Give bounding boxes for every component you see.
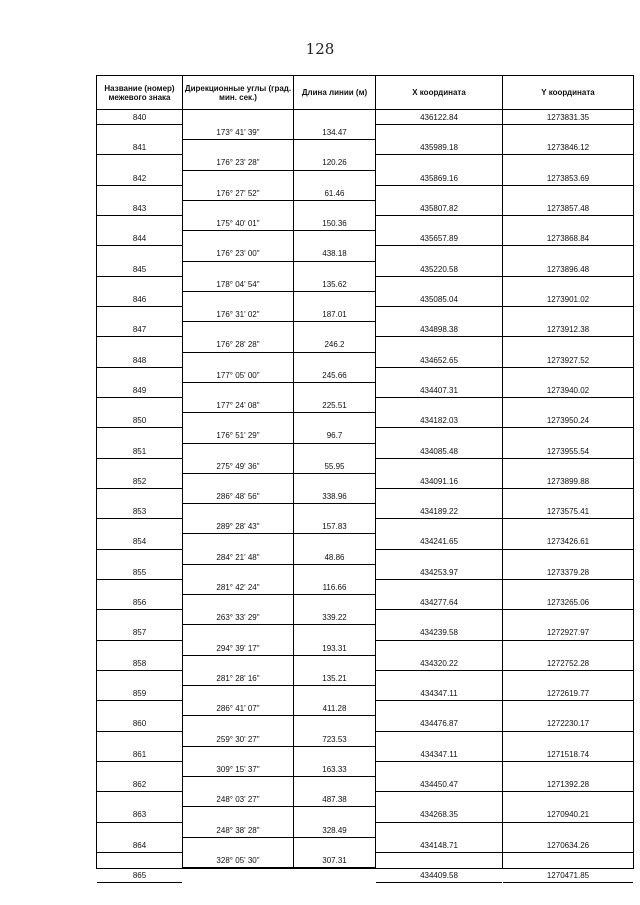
point-name [97,777,182,792]
segment-length [294,459,375,474]
point-y-text: 1273955.54 [546,446,590,456]
column-x [376,110,503,880]
segment-length [294,125,375,140]
segment-length-text: 120.26 [322,158,347,168]
point-y [503,262,633,277]
header-y: Y координата [541,88,595,97]
segment-angle [183,732,293,747]
point-x [376,110,502,125]
segment-angle [183,428,293,443]
segment-length [294,277,375,292]
point-x [376,868,502,883]
point-y [503,807,633,822]
segment-angle [183,792,293,807]
segment-angle-text: 309° 15' 37" [216,764,260,774]
page-number: 128 [305,40,335,58]
segment-angle [183,307,293,322]
segment-angle [183,762,293,777]
point-x-text: 434476.87 [420,719,458,729]
point-x-text: 435989.18 [420,143,458,153]
segment-angle-text: 176° 28' 28" [216,340,260,350]
point-name-text: 852 [132,476,147,486]
point-y [503,716,633,731]
header-length: Длина линии (м) [294,76,376,109]
point-name-text: 847 [132,325,147,335]
point-name [97,868,182,883]
segment-length [294,246,375,261]
point-name [97,656,182,671]
point-y-text: 1270471.85 [546,871,590,880]
point-y-text: 1271392.28 [546,780,590,790]
segment-length [294,428,375,443]
point-name [97,595,182,610]
segment-length-text: 135.62 [322,279,347,289]
segment-length [294,216,375,231]
point-name-text: 844 [132,234,147,244]
point-y [503,777,633,792]
point-y-text: 1270634.26 [546,840,590,850]
segment-length-text: 339.22 [322,613,347,623]
point-name [97,534,182,549]
segment-angle [183,671,293,686]
point-y-text: 1273426.61 [546,537,590,547]
point-y-text: 1273901.02 [546,294,590,304]
point-y-text: 1273379.28 [546,567,590,577]
segment-length-text: 157.83 [322,522,347,532]
segment-length [294,580,375,595]
point-y-text: 1272619.77 [546,689,590,699]
point-x [376,716,502,731]
boundary-coordinates-table [96,75,634,880]
point-y [503,231,633,246]
segment-angle [183,216,293,231]
point-x-text: 434347.11 [420,689,458,699]
segment-angle-text: 176° 23' 00" [216,249,260,259]
point-x [376,807,502,822]
segment-angle-text: 328° 05' 30" [216,855,260,865]
segment-length-text: 135.21 [322,673,347,683]
segment-length [294,519,375,534]
point-name [97,353,182,368]
point-name-text: 858 [132,658,147,668]
point-name-text: 842 [132,173,147,183]
point-x [376,140,502,155]
point-name-text: 865 [132,871,147,880]
segment-angle [183,246,293,261]
segment-angle [183,277,293,292]
point-x [376,838,502,853]
point-y-text: 1273575.41 [546,507,590,517]
point-name-text: 856 [132,598,147,608]
segment-angle-text: 176° 51' 29" [216,431,260,441]
segment-length-text: 134.47 [322,128,347,138]
point-y [503,201,633,216]
point-y [503,140,633,155]
segment-angle-text: 284° 21' 48" [216,552,260,562]
point-x-text: 434268.35 [420,810,458,820]
segment-length [294,155,375,170]
point-name [97,747,182,762]
point-name [97,231,182,246]
point-name-text: 857 [132,628,147,638]
point-x [376,625,502,640]
point-name-text: 861 [132,749,147,759]
segment-angle-text: 176° 31' 02" [216,310,260,320]
segment-angle-text: 176° 27' 52" [216,188,260,198]
point-name-text: 841 [132,143,147,153]
segment-angle-text: 177° 24' 08" [216,401,260,411]
point-y-text: 1271518.74 [546,749,590,759]
segment-length [294,337,375,352]
point-y-text: 1273899.88 [546,476,590,486]
segment-length [294,368,375,383]
segment-length [294,853,375,868]
segment-angle [183,550,293,565]
segment-angle [183,186,293,201]
point-y [503,656,633,671]
segment-angle-text: 259° 30' 27" [216,734,260,744]
table-body [97,110,633,880]
point-y [503,292,633,307]
column-angle [183,110,294,868]
segment-length [294,610,375,625]
point-x [376,595,502,610]
segment-angle-text: 281° 42' 24" [216,582,260,592]
segment-length-text: 338.96 [322,492,347,501]
segment-angle-text: 294° 39' 17" [216,643,260,653]
point-x-text: 434241.65 [420,537,458,547]
segment-angle [183,701,293,716]
segment-angle [183,125,293,140]
segment-angle [183,337,293,352]
point-x-text: 434239.58 [420,628,458,638]
point-y-text: 1273927.52 [546,355,590,365]
point-y [503,383,633,398]
point-name-text: 854 [132,537,147,547]
segment-length [294,641,375,656]
header-name: Название (номер) межевого знака [97,76,183,109]
point-x-text: 436122.84 [420,113,458,122]
point-y-text: 1273831.35 [546,113,590,122]
point-x-text: 435807.82 [420,203,458,213]
point-x [376,686,502,701]
segment-length [294,762,375,777]
point-y [503,444,633,459]
point-x-text: 434407.31 [420,385,458,395]
segment-angle [183,853,293,868]
segment-angle-text: 248° 38' 28" [216,825,260,835]
point-x-text: 434091.16 [420,476,458,486]
point-y-text: 1272230.17 [546,719,590,729]
segment-length [294,823,375,838]
point-name [97,262,182,277]
point-y [503,353,633,368]
point-y [503,413,633,428]
point-x [376,413,502,428]
point-x [376,292,502,307]
point-y [503,534,633,549]
point-name [97,322,182,337]
point-x [376,656,502,671]
column-name [97,110,183,880]
point-name [97,292,182,307]
point-name [97,625,182,640]
point-name-text: 860 [132,719,147,729]
point-x [376,383,502,398]
point-name-text: 850 [132,416,147,426]
point-x-text: 434085.48 [420,446,458,456]
point-y-text: 1273950.24 [546,416,590,426]
segment-angle [183,155,293,170]
point-x [376,444,502,459]
point-x-text: 434253.97 [420,567,458,577]
point-name-text: 863 [132,810,147,820]
point-y-text: 1273857.48 [546,203,590,213]
point-name [97,444,182,459]
header-x: X координата [376,76,503,109]
point-name [97,383,182,398]
segment-angle [183,368,293,383]
point-x-text: 435220.58 [420,264,458,274]
point-y-text: 1273265.06 [546,598,590,608]
point-y-text: 1270940.21 [546,810,590,820]
point-y [503,474,633,489]
segment-length [294,550,375,565]
segment-angle [183,398,293,413]
segment-angle [183,580,293,595]
point-name [97,686,182,701]
table-header [97,76,633,110]
point-x-text: 434148.71 [420,840,458,850]
point-name [97,838,182,853]
point-y-text: 1273912.38 [546,325,590,335]
segment-length [294,671,375,686]
segment-length [294,489,375,504]
point-name [97,201,182,216]
segment-length [294,701,375,716]
segment-angle [183,519,293,534]
segment-angle-text: 281° 28' 16" [216,673,260,683]
point-x-text: 434182.03 [420,416,458,426]
segment-length [294,186,375,201]
point-x-text: 435869.16 [420,173,458,183]
segment-length [294,732,375,747]
point-y [503,110,633,125]
point-name-text: 859 [132,689,147,699]
segment-length-text: 411.28 [322,704,347,714]
point-x [376,231,502,246]
point-y [503,504,633,519]
point-name-text: 846 [132,294,147,304]
point-x-text: 434450.47 [420,780,458,790]
segment-angle [183,489,293,504]
point-y [503,171,633,186]
segment-angle-text: 178° 04' 54" [216,279,260,289]
point-name [97,504,182,519]
point-x [376,474,502,489]
point-name-text: 843 [132,203,147,213]
segment-length-text: 96.7 [326,431,343,441]
segment-angle-text: 289° 28' 43" [216,522,260,532]
segment-length-text: 48.86 [324,552,345,562]
point-x [376,534,502,549]
point-y-text: 1273868.84 [546,234,590,244]
segment-length-text: 163.33 [322,764,347,774]
segment-length-text: 187.01 [322,310,347,320]
segment-length-text: 723.53 [322,734,347,744]
point-name-text: 845 [132,264,147,274]
segment-length-text: 61.46 [324,188,345,198]
point-name [97,413,182,428]
column-length [294,110,376,868]
point-x-text: 434409.58 [420,871,458,880]
point-y-text: 1273940.02 [546,385,590,395]
point-y-text: 1272752.28 [546,658,590,668]
column-y [503,110,633,880]
segment-angle [183,459,293,474]
point-x-text: 434189.22 [420,507,458,517]
point-name-text: 840 [132,113,147,122]
point-x-text: 435085.04 [420,294,458,304]
segment-angle-text: 275° 49' 36" [216,461,260,471]
segment-angle-text: 248° 03' 27" [216,795,260,805]
point-x [376,201,502,216]
segment-length-text: 487.38 [322,795,347,805]
segment-length-text: 193.31 [322,643,347,653]
segment-length-text: 307.31 [322,855,347,865]
point-x [376,262,502,277]
segment-length-text: 116.66 [322,582,347,592]
segment-length [294,398,375,413]
point-name-text: 855 [132,567,147,577]
segment-length [294,307,375,322]
point-name [97,474,182,489]
point-x-text: 434347.11 [420,749,458,759]
point-y [503,747,633,762]
segment-length-text: 438.18 [322,249,347,259]
point-x [376,171,502,186]
segment-length-text: 246.2 [324,340,345,350]
point-y [503,686,633,701]
segment-length-text: 150.36 [322,219,347,229]
segment-length-text: 328.49 [322,825,347,835]
point-name-text: 853 [132,507,147,517]
segment-length [294,792,375,807]
point-x-text: 434320.22 [420,658,458,668]
segment-angle-text: 173° 41' 39" [216,128,260,138]
segment-angle-text: 263° 33' 29" [216,613,260,623]
segment-angle-text: 175° 40' 01" [216,219,260,229]
point-x-text: 434277.64 [420,598,458,608]
point-x-text: 434652.65 [420,355,458,365]
header-angle: Дирекционные углы (град. мин. сек.) [183,76,294,109]
point-y [503,565,633,580]
segment-angle [183,641,293,656]
segment-angle [183,823,293,838]
point-x [376,504,502,519]
point-y-text: 1273896.48 [546,264,590,274]
point-name [97,807,182,822]
segment-length-text: 225.51 [322,401,347,411]
point-x-text: 435657.89 [420,234,458,244]
point-x [376,322,502,337]
point-x-text: 434898.38 [420,325,458,335]
point-name [97,171,182,186]
point-x [376,353,502,368]
point-y [503,322,633,337]
point-name [97,565,182,580]
point-name [97,716,182,731]
point-name-text: 864 [132,840,147,850]
point-x [376,747,502,762]
point-y [503,595,633,610]
segment-angle-text: 176° 23' 28" [216,158,260,168]
point-y-text: 1273846.12 [546,143,590,153]
segment-angle-text: 286° 48' 56" [216,492,260,501]
point-name-text: 849 [132,385,147,395]
point-y [503,838,633,853]
segment-length-text: 55.95 [324,461,345,471]
point-x [376,777,502,792]
point-y [503,868,633,883]
point-y-text: 1273853.69 [546,173,590,183]
point-y-text: 1272927.97 [546,628,590,638]
point-name-text: 862 [132,780,147,790]
segment-angle-text: 286° 41' 07" [216,704,260,714]
point-name-text: 848 [132,355,147,365]
segment-length-text: 245.66 [322,370,347,380]
segment-angle [183,610,293,625]
segment-angle-text: 177° 05' 00" [216,370,260,380]
point-name [97,140,182,155]
point-name-text: 851 [132,446,147,456]
point-x [376,565,502,580]
point-y [503,625,633,640]
point-name [97,110,182,125]
